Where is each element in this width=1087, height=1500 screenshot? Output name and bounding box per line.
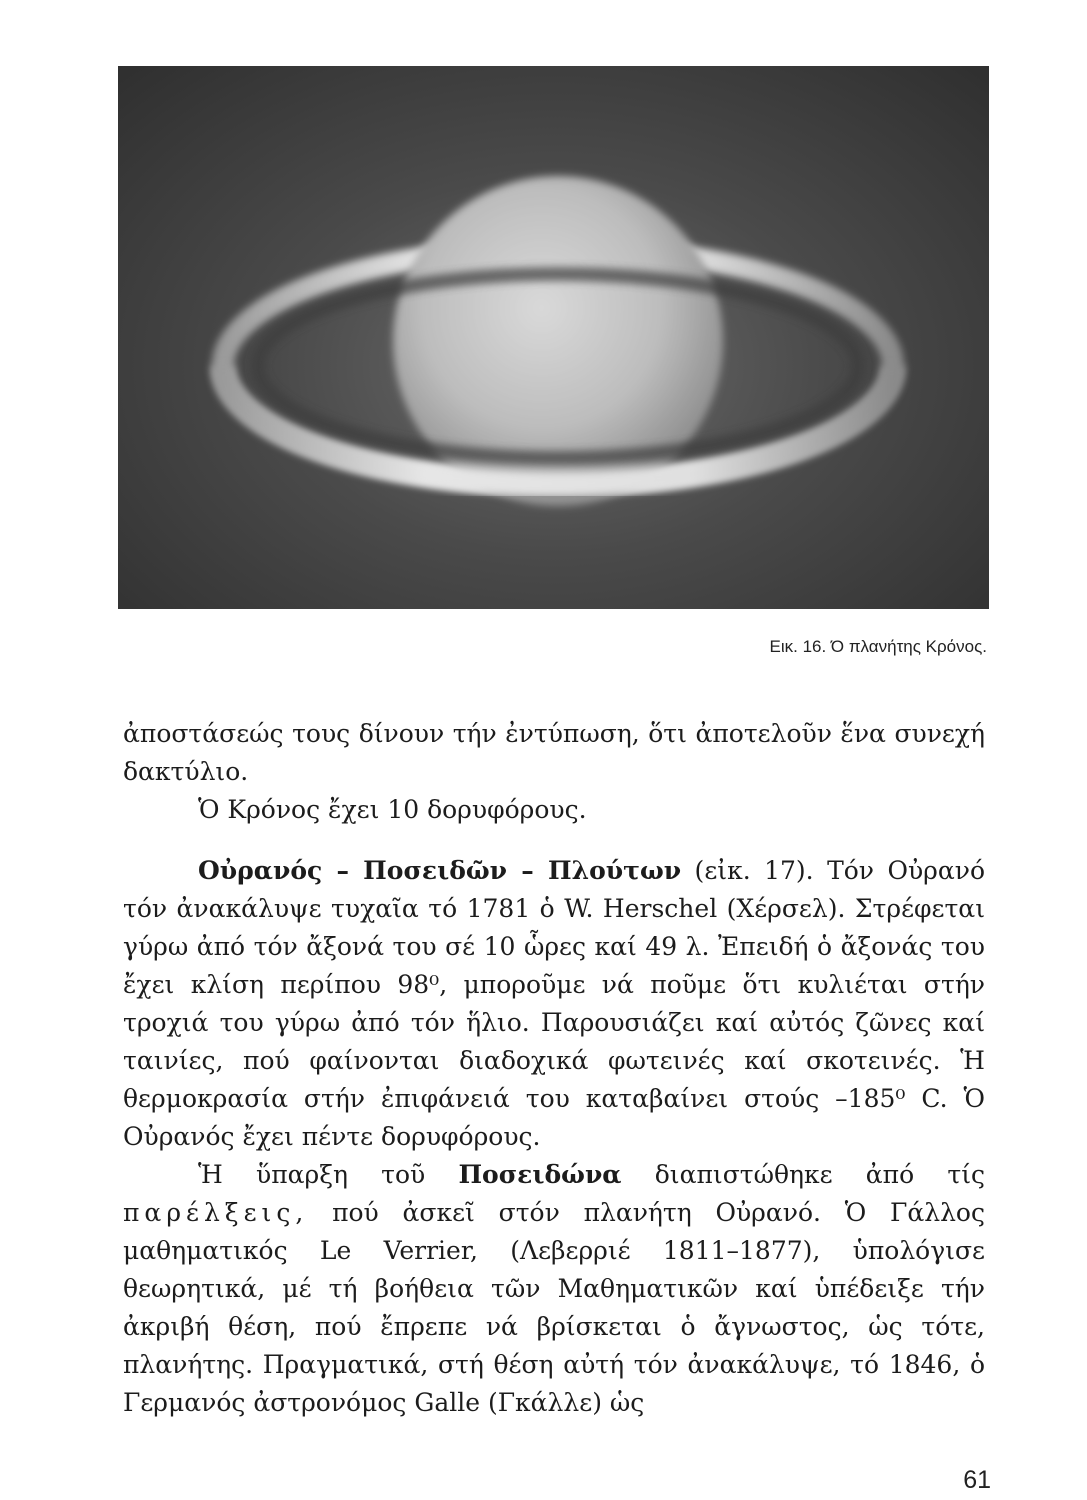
paragraph-4-pre: Ἡ ὕπαρξη τοῦ xyxy=(198,1160,459,1189)
paragraph-3 xyxy=(123,852,985,1156)
body-text xyxy=(123,715,985,1422)
paragraph-1-text: ἀποστάσεώς τους δίνουν τήν ἐντύπωση, ὅτι ἀποτελοῦν ἕνα συνεχή δακτύλιο. xyxy=(123,719,985,786)
paragraph-1 xyxy=(123,715,985,791)
paragraph-4-mid: διαπιστώθηκε ἀπό τίς xyxy=(621,1160,985,1189)
paragraph-2 xyxy=(123,791,985,829)
heading-uranus-neptune-pluto: Οὐρανός – Ποσειδῶν – Πλούτων xyxy=(198,856,682,885)
paragraph-4-text: πού ἀσκεῖ στόν πλανήτη Οὐρανό. Ὁ Γάλλος μαθηματικός Le Verrier, (Λεβερριέ 1811–1877), ὑπολόγισε θεωρητικά, μέ τή βοήθεια τῶν Μαθηματικῶν καί ὑπέδειξε τήν ἀκριβή θέση, πού ἔπρεπε νά βρίσκεται ὁ ἄγνωστος, ὡς τότε, πλανήτης. Πραγματικά, στή θέση αὐτή τόν ἀνακάλυψε, τό 1846, ὁ Γερμανός ἀστρονόμος Galle (Γκάλλε) ὡς xyxy=(123,1198,985,1417)
paragraph-3-text: (εἰκ. 17). Τόν Οὐρανό τόν ἀνακάλυψε τυχαῖα τό 1781 ὁ W. Herschel (Χέρσελ). Στρέφεται γύρω ἀπό τόν ἄξονά του σέ 10 ὧρες καί 49 λ. Ἐπειδή ὁ ἄξονάς του ἔχει κλίση περίπου 98⁰, μποροῦμε νά ποῦμε ὅτι κυλιέται στήν τροχιά του γύρω ἀπό τόν ἥλιο. Παρουσιάζει καί αὐτός ζῶνες καί ταινίες, πού φαίνονται διαδοχικά φωτεινές καί σκοτεινές. Ἡ θερμοκρασία στήν ἐπιφάνειά του καταβαίνει στούς –185⁰ C. Ὁ Οὐρανός ἔχει πέντε δορυφόρους. xyxy=(123,856,985,1151)
saturn-photo xyxy=(118,66,989,609)
figure-caption: Εικ. 16. Ό πλανήτης Κρόνος. xyxy=(769,637,987,656)
saturn-illustration xyxy=(118,66,989,609)
term-neptune: Ποσειδώνα xyxy=(458,1160,622,1189)
paragraph-2-text: Ὁ Κρόνος ἔχει 10 δορυφόρους. xyxy=(198,795,587,824)
page-number: 61 xyxy=(963,1466,991,1494)
term-perturbations: παρέλξεις, xyxy=(123,1198,309,1227)
paragraph-4 xyxy=(123,1156,985,1422)
